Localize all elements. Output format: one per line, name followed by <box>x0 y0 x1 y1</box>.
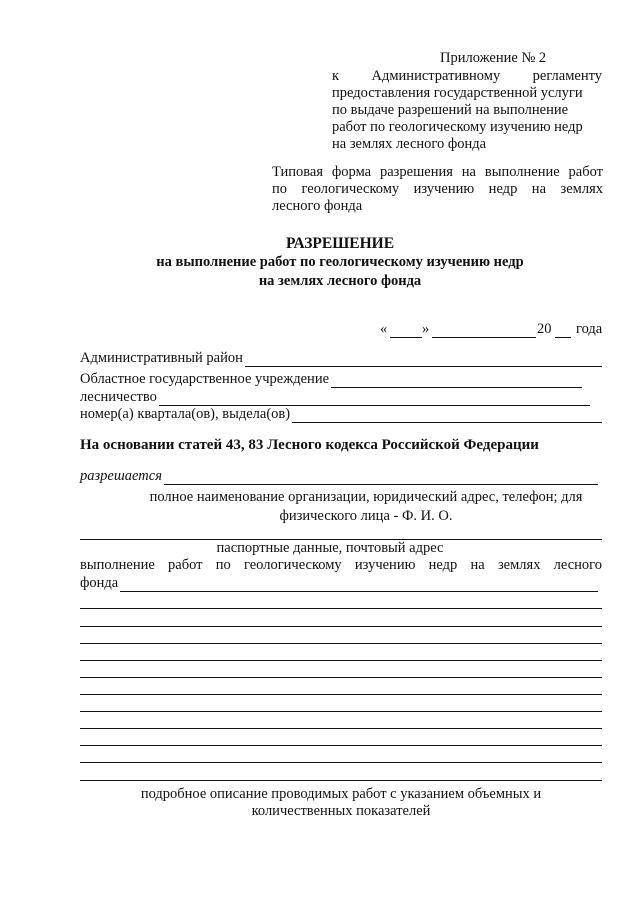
description-line[interactable] <box>80 626 602 627</box>
appendix-line: по выдаче разрешений на выполнение <box>332 102 569 118</box>
forestry-label: лесничество <box>80 389 157 405</box>
description-hint-line: количественных показателей <box>251 803 431 819</box>
date-line <box>380 321 604 339</box>
permitted-row <box>80 468 598 485</box>
district-field[interactable] <box>245 353 602 367</box>
appendix-line: предоставления государственной услуги <box>332 85 583 101</box>
institution-label: Областное государственное учреждение <box>80 371 330 387</box>
appendix-line: на землях лесного фонда <box>332 136 487 152</box>
work-description <box>80 557 602 574</box>
district-label: Административный район <box>80 350 243 366</box>
description-line[interactable] <box>80 608 602 609</box>
institution-field[interactable] <box>331 374 582 388</box>
forestry-field[interactable] <box>159 392 590 406</box>
permittee-field[interactable] <box>164 471 598 485</box>
appendix-reference <box>332 68 602 153</box>
work-line2: фонда <box>80 575 119 591</box>
appendix-number: Приложение № 2 <box>440 50 547 66</box>
description-line[interactable] <box>80 745 602 746</box>
day-field[interactable] <box>390 337 422 338</box>
appendix-line: работ по геологическому изучению недр <box>332 119 583 135</box>
description-hint <box>80 786 602 820</box>
description-line[interactable] <box>80 677 602 678</box>
quarter-label: номер(а) квартала(ов), выдела(ов) <box>80 406 291 422</box>
forestry-row <box>80 389 590 406</box>
year-field[interactable] <box>555 337 571 338</box>
appendix-line: к Административному регламенту <box>332 68 602 84</box>
description-line[interactable] <box>80 711 602 712</box>
form-type-line: Типовая форма разрешения на выполнение работ <box>272 164 603 180</box>
form-type-line: по геологическому изучению недр на землях <box>272 181 603 197</box>
month-field[interactable] <box>432 337 536 338</box>
document-title <box>80 234 600 291</box>
work-field-first[interactable] <box>120 578 598 592</box>
passport-hint: паспортные данные, почтовый адрес <box>216 540 444 556</box>
description-line[interactable] <box>80 762 602 763</box>
permitted-label: разрешается <box>80 468 162 484</box>
institution-row <box>80 371 582 388</box>
quarter-field[interactable] <box>292 409 602 423</box>
form-type-line: лесного фонда <box>272 198 363 214</box>
description-line[interactable] <box>80 780 602 781</box>
title-main: РАЗРЕШЕНИЕ <box>285 235 395 252</box>
description-hint-line: подробное описание проводимых работ с указанием объемных и <box>140 786 542 802</box>
permittee-hint <box>130 489 602 525</box>
work-line: выполнение работ по геологическому изучению недр на землях лесного <box>80 557 602 573</box>
description-line[interactable] <box>80 728 602 729</box>
date-century: 20 <box>537 321 552 337</box>
permittee-hint-line: физического лица - Ф. И. О. <box>279 508 453 524</box>
date-open-quote: « <box>380 321 388 337</box>
form-type-note <box>272 164 603 215</box>
title-subline: на землях лесного фонда <box>258 273 422 289</box>
district-row <box>80 350 602 367</box>
legal-basis: На основании статей 43, 83 Лесного кодекса Российской Федерации <box>80 437 539 453</box>
description-line[interactable] <box>80 643 602 644</box>
permittee-hint-line: полное наименование организации, юридический адрес, телефон; для <box>149 489 583 505</box>
work-line2-row <box>80 575 598 592</box>
date-year-word: года <box>576 321 603 337</box>
date-close-quote: » <box>422 321 430 337</box>
description-line[interactable] <box>80 660 602 661</box>
title-subline: на выполнение работ по геологическому изучению недр <box>156 254 524 270</box>
quarter-row <box>80 406 602 423</box>
description-line[interactable] <box>80 694 602 695</box>
